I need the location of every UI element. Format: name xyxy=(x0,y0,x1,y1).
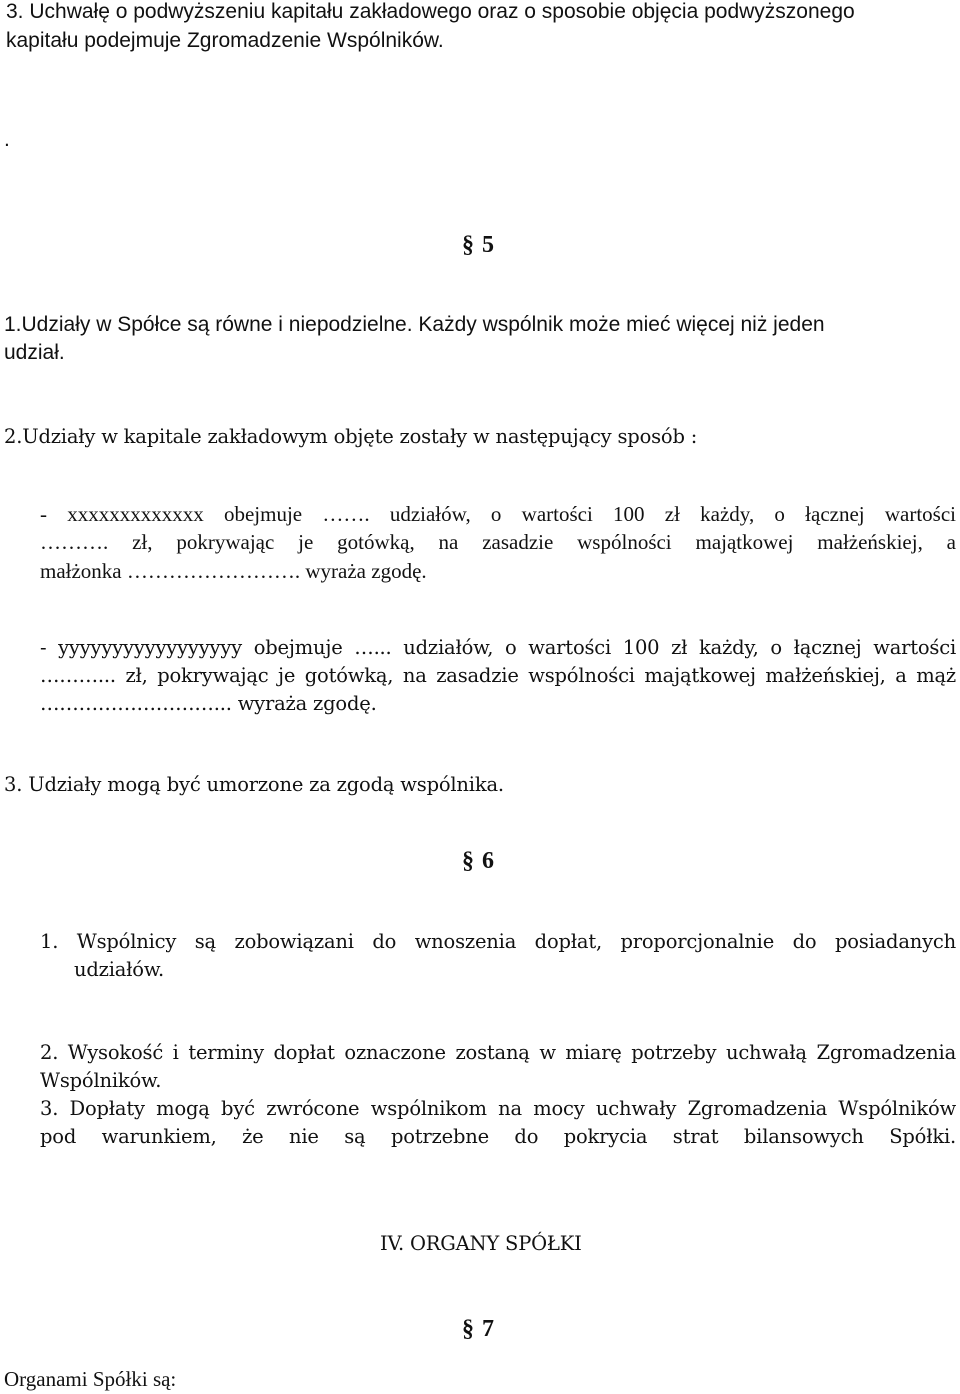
text-line: 3. Uchwałę o podwyższeniu kapitału zakładowego oraz o sposobie objęcia podwyższonego xyxy=(6,0,855,23)
text-line: kapitału podejmuje Zgromadzenie Wspólników. xyxy=(6,29,444,52)
text-line: 2. Wysokość i terminy dopłat oznaczone zostaną w miarę potrzeby uchwałą Zgromadzenia xyxy=(40,1041,956,1064)
section-number: 5 xyxy=(482,232,494,258)
text-line: 3. Dopłaty mogą być zwrócone wspólnikom na mocy uchwały Zgromadzenia Wspólników xyxy=(40,1097,956,1120)
section-number: 7 xyxy=(482,1316,494,1342)
section-heading-6 xyxy=(462,848,494,875)
text-line: 1.Udziały w Spółce są równe i niepodzielne. Każdy wspólnik może mieć więcej niż jeden xyxy=(4,313,825,336)
text-line: udział. xyxy=(4,341,65,364)
section-symbol: § xyxy=(462,1316,474,1342)
section-number: 6 xyxy=(482,848,494,874)
text-line: - xxxxxxxxxxxxx obejmuje ……. udziałów, o wartości 100 zł każdy, o łącznej wartości xyxy=(40,502,956,526)
text-line: udziałów. xyxy=(74,958,165,981)
text-line: 3. Udziały mogą być umorzone za zgodą wspólnika. xyxy=(4,773,504,796)
section-heading-5 xyxy=(462,232,494,259)
text-line: ………. zł, pokrywając je gotówką, na zasadzie wspólności majątkowej małżeńskiej, a xyxy=(40,530,956,554)
text-line: małżonka ……………………. wyraża zgodę. xyxy=(40,559,427,583)
stray-dot: . xyxy=(4,128,10,151)
text-line: - yyyyyyyyyyyyyyyyy obejmuje …... udziałów, o wartości 100 zł każdy, o łącznej wartości xyxy=(40,636,956,659)
section-heading-7 xyxy=(462,1316,494,1343)
text-line: 2.Udziały w kapitale zakładowym objęte zostały w następujący sposób : xyxy=(4,425,698,448)
text-line: ………………………... wyraża zgodę. xyxy=(40,692,377,715)
text-line: Organami Spółki są: xyxy=(4,1367,177,1391)
section-symbol: § xyxy=(462,232,474,258)
text-line: ………... zł, pokrywając je gotówką, na zasadzie wspólności majątkowej małżeńskiej, a mąż xyxy=(40,664,956,687)
text-line: 1. Wspólnicy są zobowiązani do wnoszenia dopłat, proporcjonalnie do posiadanych xyxy=(40,930,956,953)
text-line: Wspólników. xyxy=(40,1069,162,1092)
chapter-title: IV. ORGANY SPÓŁKI xyxy=(380,1232,582,1255)
section-symbol: § xyxy=(462,848,474,874)
text-line: pod warunkiem, że nie są potrzebne do pokrycia strat bilansowych Spółki. xyxy=(40,1125,956,1148)
